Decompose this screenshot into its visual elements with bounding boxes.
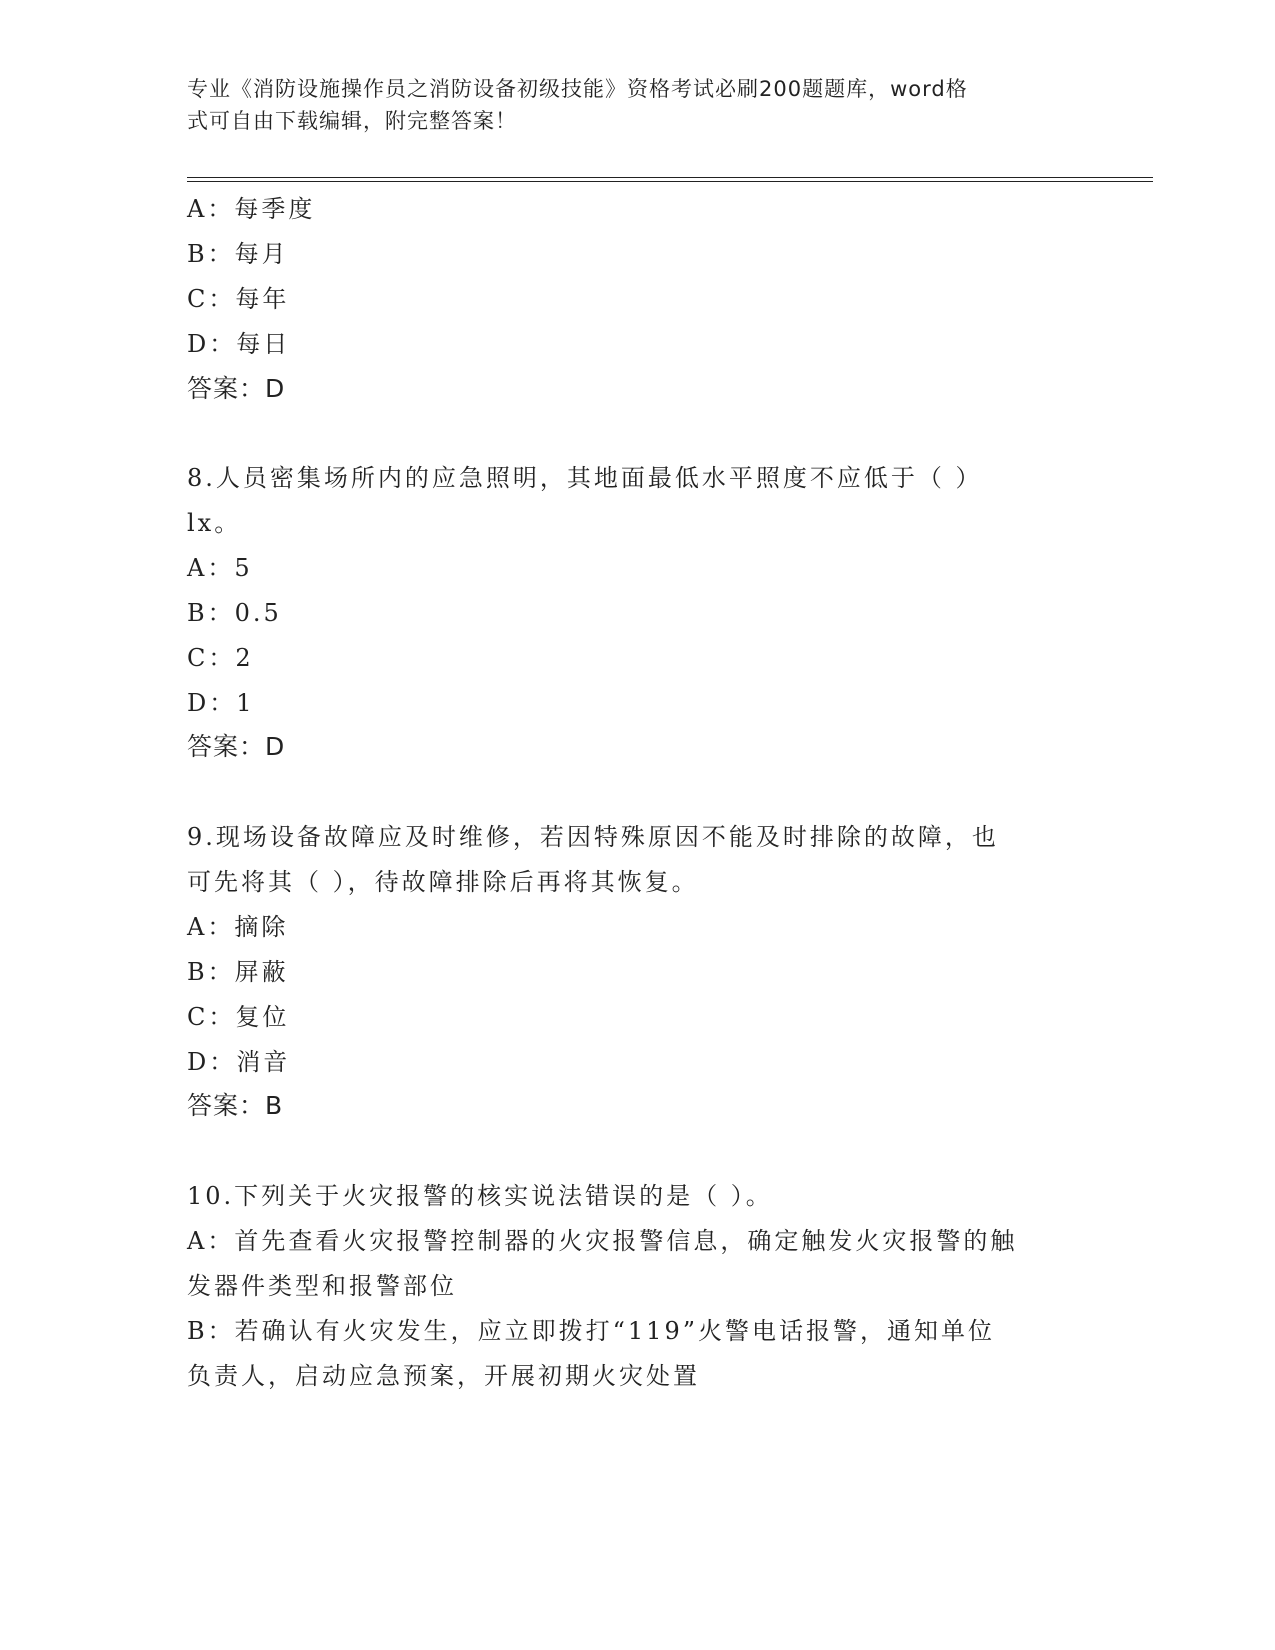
q10-option-a-line-2: 发器件类型和报警部位: [187, 1272, 457, 1300]
q8-answer: 答案：D: [187, 732, 286, 761]
q9-stem-line-2: 可先将其（ ），待故障排除后再将其恢复。: [187, 868, 699, 896]
q9-option-b: B：屏蔽: [187, 958, 289, 986]
q8-option-d: D：1: [187, 689, 255, 717]
header-line-2: 式可自由下载编辑，附完整答案！: [187, 109, 517, 133]
q10-option-a-line-1: A：首先查看火灾报警控制器的火灾报警信息，确定触发火灾报警的触: [187, 1227, 1018, 1255]
q7-option-b: B：每月: [187, 240, 289, 268]
q7-answer: 答案：D: [187, 374, 286, 403]
q9-option-c: C：复位: [187, 1003, 290, 1031]
q9-option-a: A：摘除: [187, 913, 289, 941]
q9-stem-line-1: 9.现场设备故障应及时维修，若因特殊原因不能及时排除的故障，也: [187, 823, 999, 851]
q9-option-d: D：消音: [187, 1048, 291, 1076]
q8-stem-line-2: lx。: [187, 509, 242, 537]
header-divider-bottom: [187, 181, 1153, 182]
q8-option-b: B：0.5: [187, 599, 282, 627]
q7-option-a: A：每季度: [187, 195, 316, 223]
q10-stem: 10.下列关于火灾报警的核实说法错误的是（ ）。: [187, 1182, 773, 1210]
q8-stem-line-1: 8.人员密集场所内的应急照明，其地面最低水平照度不应低于（ ）: [187, 464, 983, 492]
header-line-1: 专业《消防设施操作员之消防设备初级技能》资格考试必刷200题题库，word格: [187, 77, 968, 101]
q8-option-a: A：5: [187, 554, 253, 582]
q10-option-b-line-1: B：若确认有火灾发生，应立即拨打“119”火警电话报警，通知单位: [187, 1317, 995, 1345]
q7-option-d: D：每日: [187, 330, 291, 358]
q7-option-c: C：每年: [187, 285, 290, 313]
header-divider-top: [187, 177, 1153, 178]
document-header: [187, 73, 1067, 137]
q8-option-c: C：2: [187, 644, 254, 672]
q9-answer: 答案：B: [187, 1091, 284, 1120]
q10-option-b-line-2: 负责人，启动应急预案，开展初期火灾处置: [187, 1362, 700, 1390]
